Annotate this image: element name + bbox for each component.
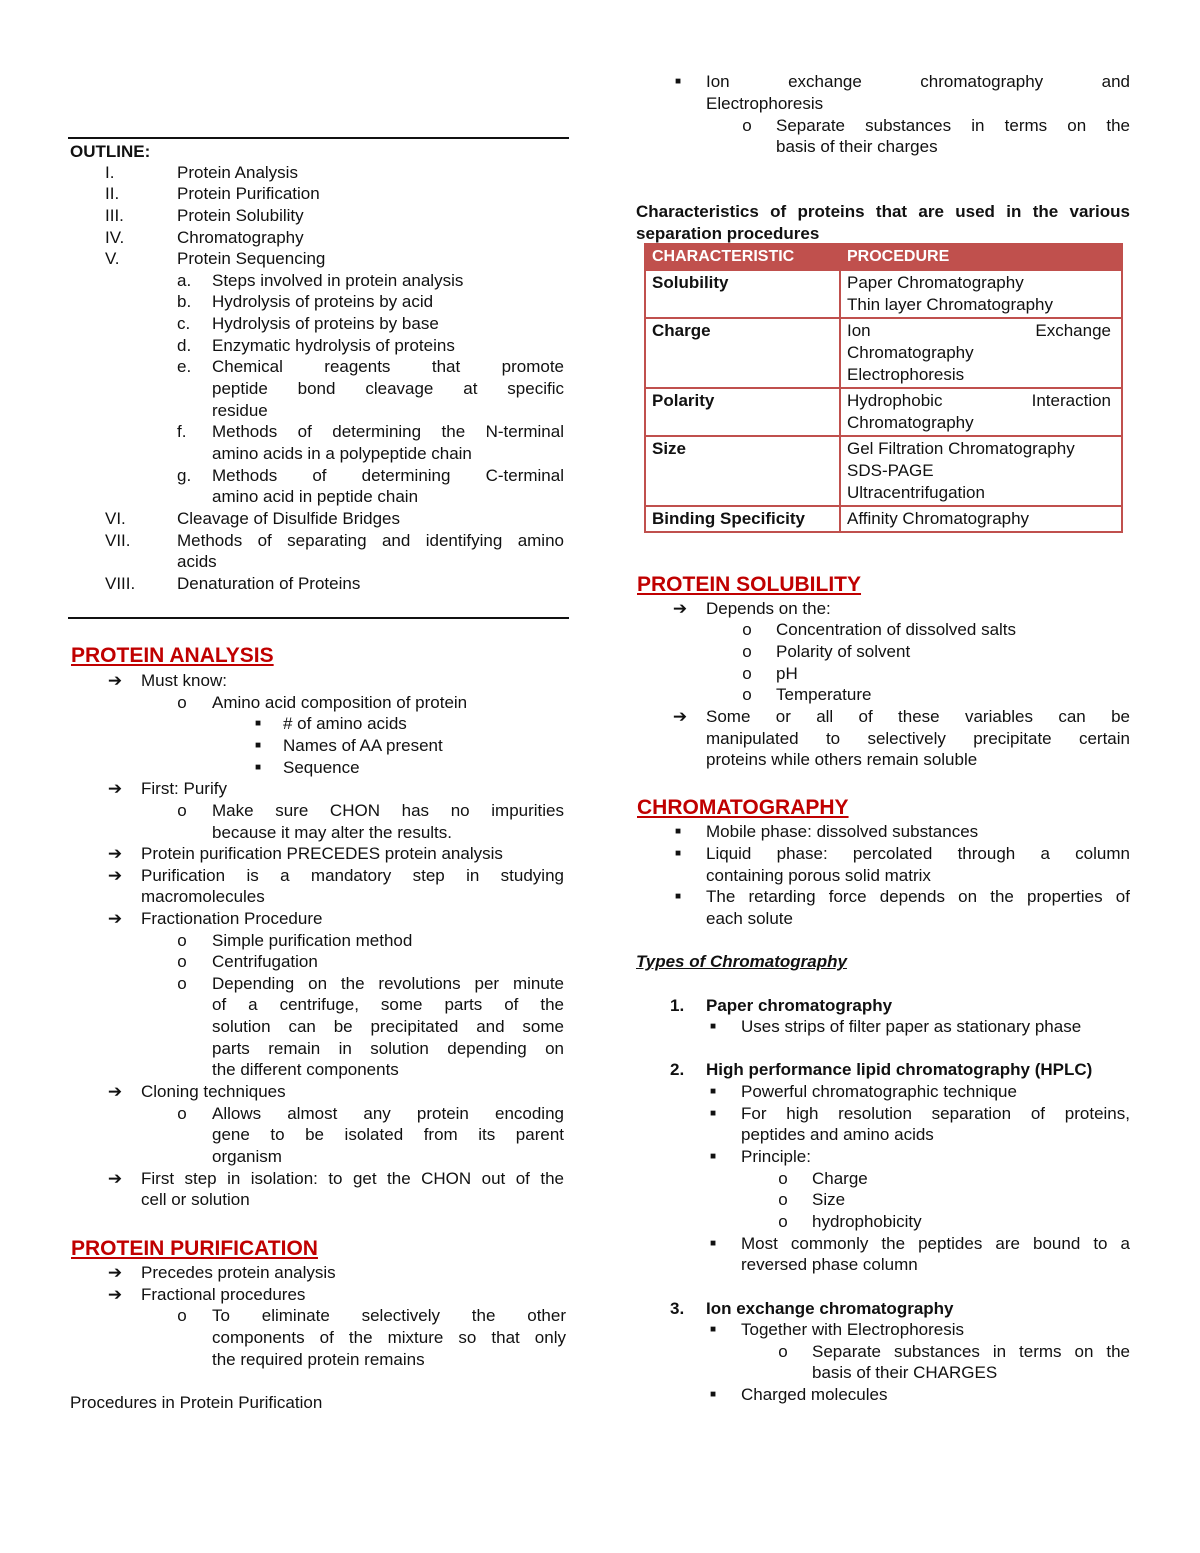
- outline-num: VII.: [105, 531, 131, 550]
- variables-text: Some or all of these variables can be: [706, 707, 1130, 726]
- arrow-right-icon: ➔: [107, 866, 123, 885]
- outline-sub-letter: e.: [177, 357, 192, 376]
- outline-sub-item: Steps involved in protein analysis: [212, 271, 464, 290]
- type-bullet: Most commonly the peptides are bound to a: [741, 1234, 1130, 1253]
- outline-num: VIII.: [105, 574, 136, 593]
- outline-sub-item: amino acid in peptide chain: [212, 487, 419, 506]
- square-bullet-icon: ■: [709, 1086, 717, 1097]
- procedure-line: Chromatography: [847, 413, 974, 432]
- outline-num: V.: [105, 249, 120, 268]
- frac-item: of a centrifuge, some parts of the: [212, 995, 564, 1014]
- outline-item: Denaturation of Proteins: [177, 574, 361, 593]
- arrow-right-icon: ➔: [672, 707, 688, 726]
- type-bullet: Principle:: [741, 1147, 811, 1166]
- purification-item: Precedes protein analysis: [141, 1263, 336, 1282]
- ion-exchange-sub: basis of their charges: [776, 137, 938, 156]
- first-label: First:: [141, 779, 179, 798]
- arrow-right-icon: ➔: [672, 599, 688, 618]
- aa-item: # of amino acids: [283, 714, 407, 733]
- ion-exchange-bullet: Electrophoresis: [706, 94, 824, 113]
- precedes-text: Protein purification PRECEDES protein analysis: [141, 844, 503, 863]
- characteristics-title: separation procedures: [636, 224, 820, 243]
- cloning-sub-text: Allows almost any protein encoding: [212, 1104, 564, 1123]
- protein-purification-heading: PROTEIN PURIFICATION: [71, 1237, 318, 1260]
- aa-item: Sequence: [283, 758, 360, 777]
- cloning-text: Cloning techniques: [141, 1082, 286, 1101]
- square-bullet-icon: ■: [254, 762, 262, 773]
- square-bullet-icon: ■: [254, 740, 262, 751]
- make-sure-text: Make sure CHON has no impurities: [212, 801, 564, 820]
- outline-sub-letter: a.: [177, 271, 192, 290]
- table-cell-procedure: [840, 318, 1122, 388]
- outline-num: I.: [105, 163, 115, 182]
- circle-bullet-icon: o: [177, 1306, 187, 1325]
- square-bullet-icon: ■: [709, 1324, 717, 1335]
- outline-item: Protein Sequencing: [177, 249, 326, 268]
- table-cell-procedure: [840, 506, 1122, 532]
- liquid-phase-text: containing porous solid matrix: [706, 866, 931, 885]
- outline-sub-letter: g.: [177, 466, 192, 485]
- purification-item: Fractional procedures: [141, 1285, 306, 1304]
- mobile-phase-value: dissolved substances: [816, 822, 979, 841]
- table-cell-procedure: [840, 270, 1122, 318]
- procedure-line: Thin layer Chromatography: [847, 295, 1053, 314]
- outline-item: acids: [177, 552, 217, 571]
- arrow-right-icon: ➔: [107, 1169, 123, 1188]
- type-num: 2.: [670, 1060, 685, 1079]
- square-bullet-icon: ■: [709, 1108, 717, 1119]
- circle-bullet-icon: o: [177, 952, 187, 971]
- type-title: Ion exchange chromatography: [706, 1299, 954, 1318]
- outline-top-rule: [68, 137, 569, 139]
- outline-sub-letter: f.: [177, 422, 187, 441]
- outline-item: Protein Purification: [177, 184, 320, 203]
- table-cell-characteristic: Polarity: [645, 388, 840, 436]
- chromatography-heading: CHROMATOGRAPHY: [637, 796, 849, 819]
- type-num: 1.: [670, 996, 685, 1015]
- outline-sub-letter: b.: [177, 292, 192, 311]
- type-num: 3.: [670, 1299, 685, 1318]
- principle-item: hydrophobicity: [812, 1212, 922, 1231]
- outline-num: VI.: [105, 509, 126, 528]
- depends-text: Depends on the:: [706, 599, 831, 618]
- outline-num: IV.: [105, 228, 125, 247]
- arrow-right-icon: ➔: [107, 1263, 123, 1282]
- table-cell-characteristic: Solubility: [645, 270, 840, 318]
- type-bullet: Together with Electrophoresis: [741, 1320, 965, 1339]
- mandatory-text: macromolecules: [141, 887, 265, 906]
- circle-bullet-icon: o: [177, 693, 187, 712]
- arrow-right-icon: ➔: [107, 1285, 123, 1304]
- circle-bullet-icon: o: [778, 1342, 788, 1361]
- square-bullet-icon: ■: [709, 1021, 717, 1032]
- retarding-text: each solute: [706, 909, 793, 928]
- procedure-line: Hydrophobic Interaction: [847, 391, 1111, 410]
- solubility-factor: Concentration of dissolved salts: [776, 620, 1017, 639]
- solubility-factor: pH: [776, 664, 798, 683]
- outline-sub-letter: d.: [177, 336, 192, 355]
- table-header-row: [645, 244, 1122, 270]
- principle-item: Size: [812, 1190, 846, 1209]
- outline-bottom-rule: [68, 617, 569, 619]
- square-bullet-icon: ■: [709, 1389, 717, 1400]
- first-step-text: cell or solution: [141, 1190, 250, 1209]
- outline-item: Chromatography: [177, 228, 304, 247]
- arrow-right-icon: ➔: [107, 671, 123, 690]
- make-sure-text: because it may alter the results.: [212, 823, 453, 842]
- table-row: [645, 318, 1122, 388]
- frac-item: Centrifugation: [212, 952, 318, 971]
- square-bullet-icon: ■: [709, 1238, 717, 1249]
- type-bullet: reversed phase column: [741, 1255, 918, 1274]
- circle-bullet-icon: o: [778, 1169, 788, 1188]
- circle-bullet-icon: o: [742, 620, 752, 639]
- table-header-cell: CHARACTERISTIC: [645, 244, 840, 270]
- variables-text: manipulated to selectively precipitate certain: [706, 729, 1130, 748]
- circle-bullet-icon: o: [177, 974, 187, 993]
- mobile-phase-text: [706, 821, 978, 842]
- table-row: [645, 388, 1122, 436]
- outline-item: Protein Analysis: [177, 163, 298, 182]
- cloning-sub-text: organism: [212, 1147, 282, 1166]
- procedure-line: Affinity Chromatography: [847, 509, 1030, 528]
- outline-item: Protein Solubility: [177, 206, 304, 225]
- type-bullet: For high resolution separation of proteins,: [741, 1104, 1130, 1123]
- outline-sub-item: peptide bond cleavage at specific: [212, 379, 564, 398]
- frac-item: parts remain in solution depending on: [212, 1039, 564, 1058]
- type-bullet: Uses strips of filter paper as stationary phase: [741, 1017, 1082, 1036]
- purification-sub: the required protein remains: [212, 1350, 425, 1369]
- outline-title: OUTLINE:: [70, 142, 151, 161]
- must-know-text: Must know:: [141, 671, 227, 690]
- procedure-line: Ion Exchange: [847, 321, 1111, 340]
- type-bullet: Powerful chromatographic technique: [741, 1082, 1017, 1101]
- outline-sub-item: Methods of determining C-terminal: [212, 466, 564, 485]
- first-step-text: First step in isolation: to get the CHON out of the: [141, 1169, 564, 1188]
- square-bullet-icon: ■: [674, 76, 682, 87]
- frac-item: Simple purification method: [212, 931, 413, 950]
- circle-bullet-icon: o: [177, 1104, 187, 1123]
- table-row: [645, 436, 1122, 506]
- type-bullet: peptides and amino acids: [741, 1125, 934, 1144]
- first-value: Purify: [183, 779, 227, 798]
- arrow-right-icon: ➔: [107, 844, 123, 863]
- square-bullet-icon: ■: [254, 718, 262, 729]
- outline-sub-item: Hydrolysis of proteins by acid: [212, 292, 434, 311]
- outline-sub-item: amino acids in a polypeptide chain: [212, 444, 472, 463]
- procedure-line: SDS-PAGE: [847, 461, 934, 480]
- circle-bullet-icon: o: [177, 801, 187, 820]
- table-cell-procedure: [840, 436, 1122, 506]
- outline-sub-item: Enzymatic hydrolysis of proteins: [212, 336, 455, 355]
- frac-item: Depending on the revolutions per minute: [212, 974, 564, 993]
- circle-bullet-icon: o: [177, 931, 187, 950]
- circle-bullet-icon: o: [742, 685, 752, 704]
- arrow-right-icon: ➔: [107, 779, 123, 798]
- mobile-phase-label: Mobile phase:: [706, 822, 812, 841]
- arrow-right-icon: ➔: [107, 1082, 123, 1101]
- aa-composition-text: Amino acid composition of protein: [212, 693, 468, 712]
- mandatory-text: Purification is a mandatory step in studying: [141, 866, 564, 885]
- liquid-phase-text: Liquid phase: percolated through a column: [706, 844, 1130, 863]
- outline-sub-item: Methods of determining the N-terminal: [212, 422, 564, 441]
- aa-item: Names of AA present: [283, 736, 443, 755]
- solubility-factor: Temperature: [776, 685, 872, 704]
- types-heading: Types of Chromatography: [636, 952, 847, 971]
- principle-item: Charge: [812, 1169, 868, 1188]
- frac-item: solution can be precipitated and some: [212, 1017, 564, 1036]
- purification-sub: components of the mixture so that only: [212, 1328, 566, 1347]
- table-row: [645, 270, 1122, 318]
- outline-sub-item: Chemical reagents that promote: [212, 357, 564, 376]
- outline-num: II.: [105, 184, 120, 203]
- protein-analysis-heading: PROTEIN ANALYSIS: [71, 644, 274, 667]
- table-cell-characteristic: Charge: [645, 318, 840, 388]
- outline-num: III.: [105, 206, 124, 225]
- table-cell-characteristic: Size: [645, 436, 840, 506]
- circle-bullet-icon: o: [742, 116, 752, 135]
- type-sub: basis of their CHARGES: [812, 1363, 998, 1382]
- first-purify-text: [141, 778, 227, 799]
- outline-sub-item: Hydrolysis of proteins by base: [212, 314, 439, 333]
- square-bullet-icon: ■: [674, 891, 682, 902]
- procedure-line: Electrophoresis: [847, 365, 965, 384]
- arrow-right-icon: ➔: [107, 909, 123, 928]
- ion-exchange-sub: Separate substances in terms on the: [776, 116, 1130, 135]
- circle-bullet-icon: o: [778, 1212, 788, 1231]
- characteristics-table: [644, 243, 1123, 533]
- table-header-cell: PROCEDURE: [840, 244, 1122, 270]
- type-title: Paper chromatography: [706, 996, 893, 1015]
- type-sub: Separate substances in terms on the: [812, 1342, 1130, 1361]
- outline-item: Cleavage of Disulfide Bridges: [177, 509, 401, 528]
- outline-sub-letter: c.: [177, 314, 191, 333]
- procedure-line: Ultracentrifugation: [847, 483, 985, 502]
- cloning-sub-text: gene to be isolated from its parent: [212, 1125, 564, 1144]
- square-bullet-icon: ■: [674, 826, 682, 837]
- frac-item: the different components: [212, 1060, 399, 1079]
- outline-sub-item: residue: [212, 401, 268, 420]
- type-bullet: Charged molecules: [741, 1385, 888, 1404]
- procedure-line: Chromatography: [847, 343, 974, 362]
- procedure-line: Paper Chromatography: [847, 273, 1024, 292]
- characteristics-title: Characteristics of proteins that are used in the various: [636, 202, 1130, 221]
- variables-text: proteins while others remain soluble: [706, 750, 978, 769]
- solubility-factor: Polarity of solvent: [776, 642, 911, 661]
- square-bullet-icon: ■: [709, 1151, 717, 1162]
- retarding-text: The retarding force depends on the properties of: [706, 887, 1130, 906]
- type-title: High performance lipid chromatography (HPLC): [706, 1060, 1093, 1079]
- square-bullet-icon: ■: [674, 848, 682, 859]
- outline-item: Methods of separating and identifying amino: [177, 531, 564, 550]
- procedures-text: Procedures in Protein Purification: [70, 1393, 323, 1412]
- circle-bullet-icon: o: [742, 642, 752, 661]
- table-cell-characteristic: Binding Specificity: [645, 506, 840, 532]
- ion-exchange-bullet: Ion exchange chromatography and: [706, 72, 1130, 91]
- circle-bullet-icon: o: [778, 1190, 788, 1209]
- table-cell-procedure: [840, 388, 1122, 436]
- table-row: [645, 506, 1122, 532]
- fractionation-text: Fractionation Procedure: [141, 909, 323, 928]
- purification-sub: To eliminate selectively the other: [212, 1306, 566, 1325]
- circle-bullet-icon: o: [742, 664, 752, 683]
- protein-solubility-heading: PROTEIN SOLUBILITY: [637, 573, 862, 596]
- procedure-line: Gel Filtration Chromatography: [847, 439, 1075, 458]
